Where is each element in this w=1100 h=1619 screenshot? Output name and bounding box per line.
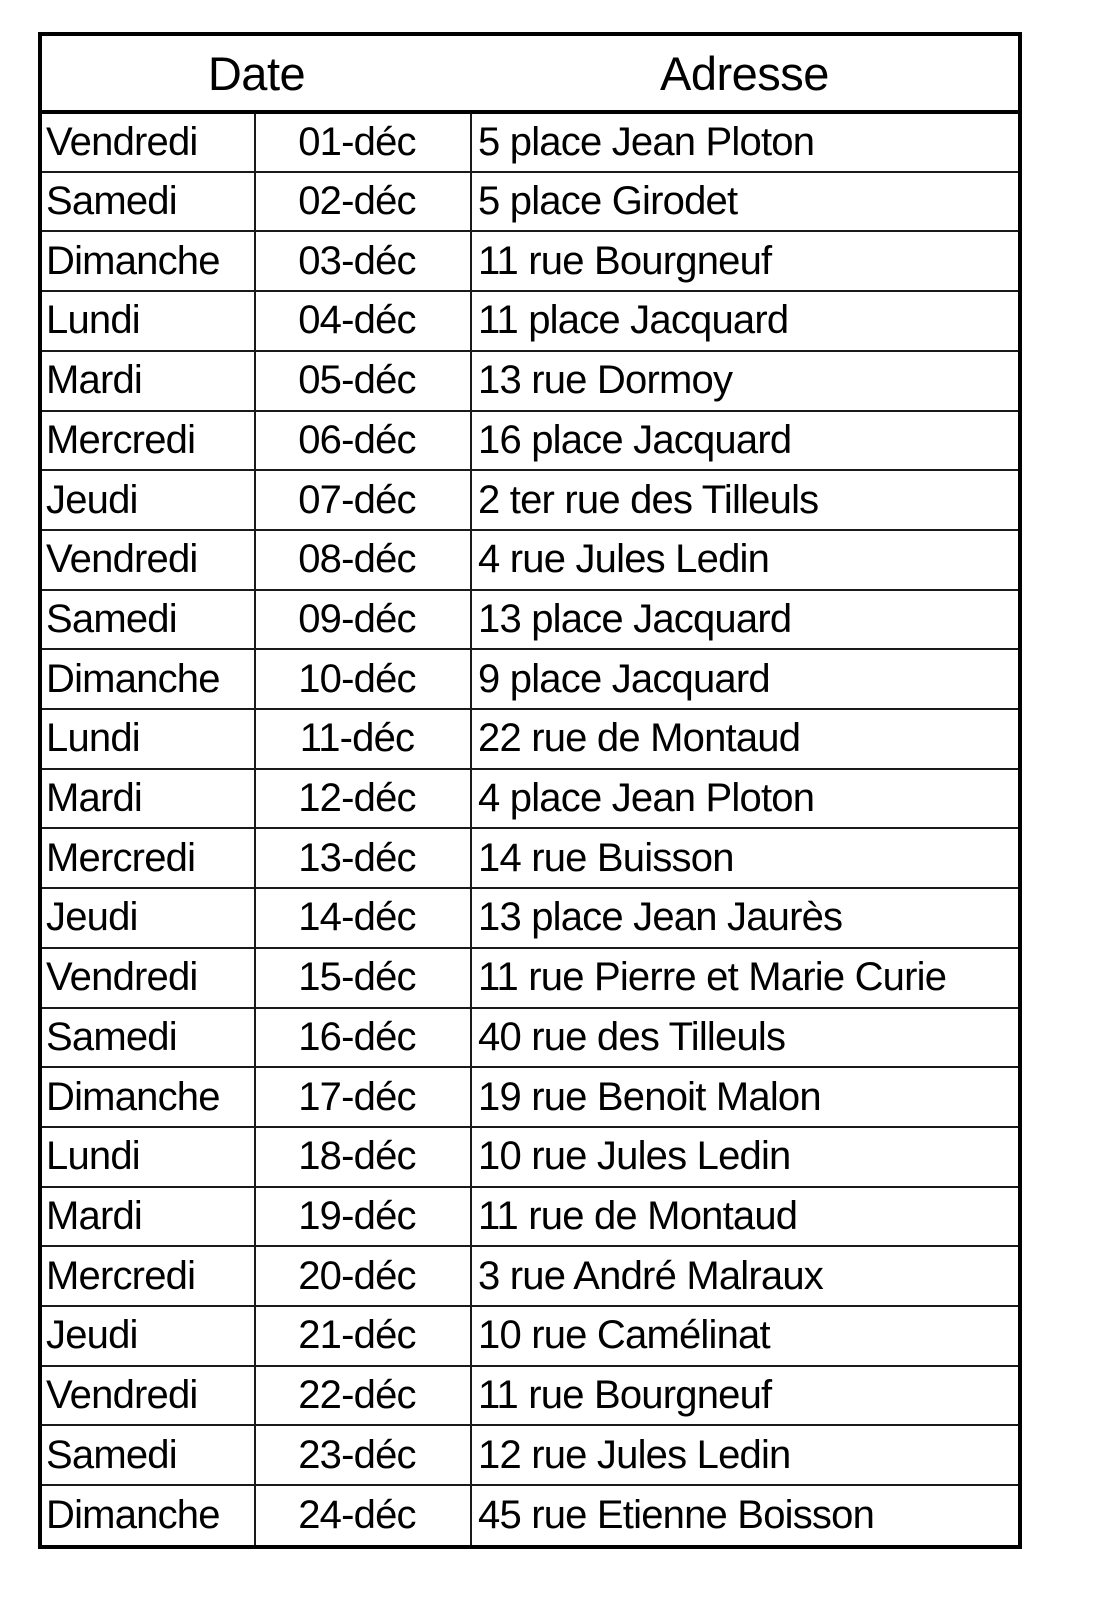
- address-cell: 11 rue Pierre et Marie Curie: [471, 948, 1018, 1008]
- address-cell: 10 rue Camélinat: [471, 1306, 1018, 1366]
- table-row: [42, 828, 1018, 888]
- day-cell: Mardi: [42, 351, 255, 411]
- day-cell: Vendredi: [42, 948, 255, 1008]
- date-cell: 15-déc: [255, 948, 471, 1008]
- table-row: [42, 769, 1018, 829]
- header-date: Date: [42, 36, 471, 112]
- table-row: [42, 291, 1018, 351]
- date-cell: 12-déc: [255, 769, 471, 829]
- day-cell: Vendredi: [42, 1366, 255, 1426]
- table-row: [42, 1366, 1018, 1426]
- date-cell: 07-déc: [255, 470, 471, 530]
- table-row: [42, 470, 1018, 530]
- day-cell: Dimanche: [42, 1067, 255, 1127]
- day-cell: Jeudi: [42, 888, 255, 948]
- address-cell: 10 rue Jules Ledin: [471, 1127, 1018, 1187]
- table-row: [42, 1425, 1018, 1485]
- day-cell: Mercredi: [42, 828, 255, 888]
- address-cell: 3 rue André Malraux: [471, 1246, 1018, 1306]
- address-cell: 2 ter rue des Tilleuls: [471, 470, 1018, 530]
- day-cell: Mardi: [42, 1187, 255, 1247]
- table-header: [42, 36, 1018, 112]
- address-cell: 22 rue de Montaud: [471, 709, 1018, 769]
- date-cell: 20-déc: [255, 1246, 471, 1306]
- address-cell: 11 rue de Montaud: [471, 1187, 1018, 1247]
- day-cell: Mardi: [42, 769, 255, 829]
- table-row: [42, 1127, 1018, 1187]
- table-row: [42, 1067, 1018, 1127]
- table-row: [42, 231, 1018, 291]
- table-row: [42, 1246, 1018, 1306]
- table-row: [42, 590, 1018, 650]
- date-cell: 01-déc: [255, 112, 471, 172]
- date-cell: 11-déc: [255, 709, 471, 769]
- date-cell: 03-déc: [255, 231, 471, 291]
- date-cell: 10-déc: [255, 649, 471, 709]
- address-cell: 45 rue Etienne Boisson: [478, 1493, 875, 1538]
- address-cell: 40 rue des Tilleuls: [471, 1008, 1018, 1068]
- table-body: [42, 112, 1018, 1545]
- date-cell: 19-déc: [255, 1187, 471, 1247]
- day-cell: Samedi: [42, 590, 255, 650]
- day-cell: Lundi: [42, 709, 255, 769]
- date-cell: 23-déc: [255, 1425, 471, 1485]
- table-row: [42, 649, 1018, 709]
- table-row: [42, 172, 1018, 232]
- address-cell: 13 place Jacquard: [471, 590, 1018, 650]
- address-cell: 11 rue Bourgneuf: [471, 1366, 1018, 1426]
- date-cell: 05-déc: [255, 351, 471, 411]
- day-cell: Dimanche: [42, 1485, 255, 1545]
- date-cell: 13-déc: [255, 828, 471, 888]
- date-cell: 17-déc: [255, 1067, 471, 1127]
- address-cell: 4 rue Jules Ledin: [471, 530, 1018, 590]
- table-row: [42, 709, 1018, 769]
- table-row: [42, 888, 1018, 948]
- date-cell: 18-déc: [255, 1127, 471, 1187]
- header-row: [42, 36, 1018, 112]
- day-cell: Vendredi: [42, 530, 255, 590]
- day-cell: Mercredi: [42, 411, 255, 471]
- date-cell: 16-déc: [255, 1008, 471, 1068]
- date-cell: 22-déc: [255, 1366, 471, 1426]
- table-row: [42, 1306, 1018, 1366]
- schedule-table-frame: [38, 32, 1022, 1549]
- day-cell: Samedi: [42, 1008, 255, 1068]
- day-cell: Lundi: [42, 291, 255, 351]
- address-cell: 16 place Jacquard: [471, 411, 1018, 471]
- address-cell: 9 place Jacquard: [471, 649, 1018, 709]
- address-cell: 11 place Jacquard: [471, 291, 1018, 351]
- date-cell: 21-déc: [255, 1306, 471, 1366]
- table-row: [42, 1008, 1018, 1068]
- date-cell: 09-déc: [255, 590, 471, 650]
- date-cell: 04-déc: [255, 291, 471, 351]
- address-cell: 14 rue Buisson: [471, 828, 1018, 888]
- address-cell: 11 rue Bourgneuf: [471, 231, 1018, 291]
- schedule-table: [42, 36, 1018, 1545]
- address-cell: 5 place Girodet: [471, 172, 1018, 232]
- address-cell: 12 rue Jules Ledin: [471, 1425, 1018, 1485]
- day-cell: Dimanche: [42, 231, 255, 291]
- table-row: [42, 112, 1018, 172]
- date-cell: 06-déc: [255, 411, 471, 471]
- date-cell: 08-déc: [255, 530, 471, 590]
- table-row: [42, 1187, 1018, 1247]
- day-cell: Dimanche: [42, 649, 255, 709]
- table-row: [42, 411, 1018, 471]
- day-cell: Jeudi: [42, 470, 255, 530]
- date-cell: 24-déc: [255, 1485, 471, 1545]
- address-cell: 5 place Jean Ploton: [471, 112, 1018, 172]
- day-cell: Samedi: [42, 1425, 255, 1485]
- table-row: [42, 351, 1018, 411]
- address-cell: 4 place Jean Ploton: [471, 769, 1018, 829]
- day-cell: Mercredi: [42, 1246, 255, 1306]
- day-cell: Jeudi: [42, 1306, 255, 1366]
- table-row: [42, 1485, 1018, 1545]
- table-row: [42, 948, 1018, 1008]
- address-cell: 13 place Jean Jaurès: [471, 888, 1018, 948]
- address-cell: 19 rue Benoit Malon: [471, 1067, 1018, 1127]
- date-cell: 02-déc: [255, 172, 471, 232]
- table-row: [42, 530, 1018, 590]
- address-cell: 13 rue Dormoy: [471, 351, 1018, 411]
- date-cell: 14-déc: [255, 888, 471, 948]
- day-cell: Lundi: [42, 1127, 255, 1187]
- header-address: Adresse: [471, 36, 1018, 112]
- day-cell: Samedi: [42, 172, 255, 232]
- day-cell: Vendredi: [42, 112, 255, 172]
